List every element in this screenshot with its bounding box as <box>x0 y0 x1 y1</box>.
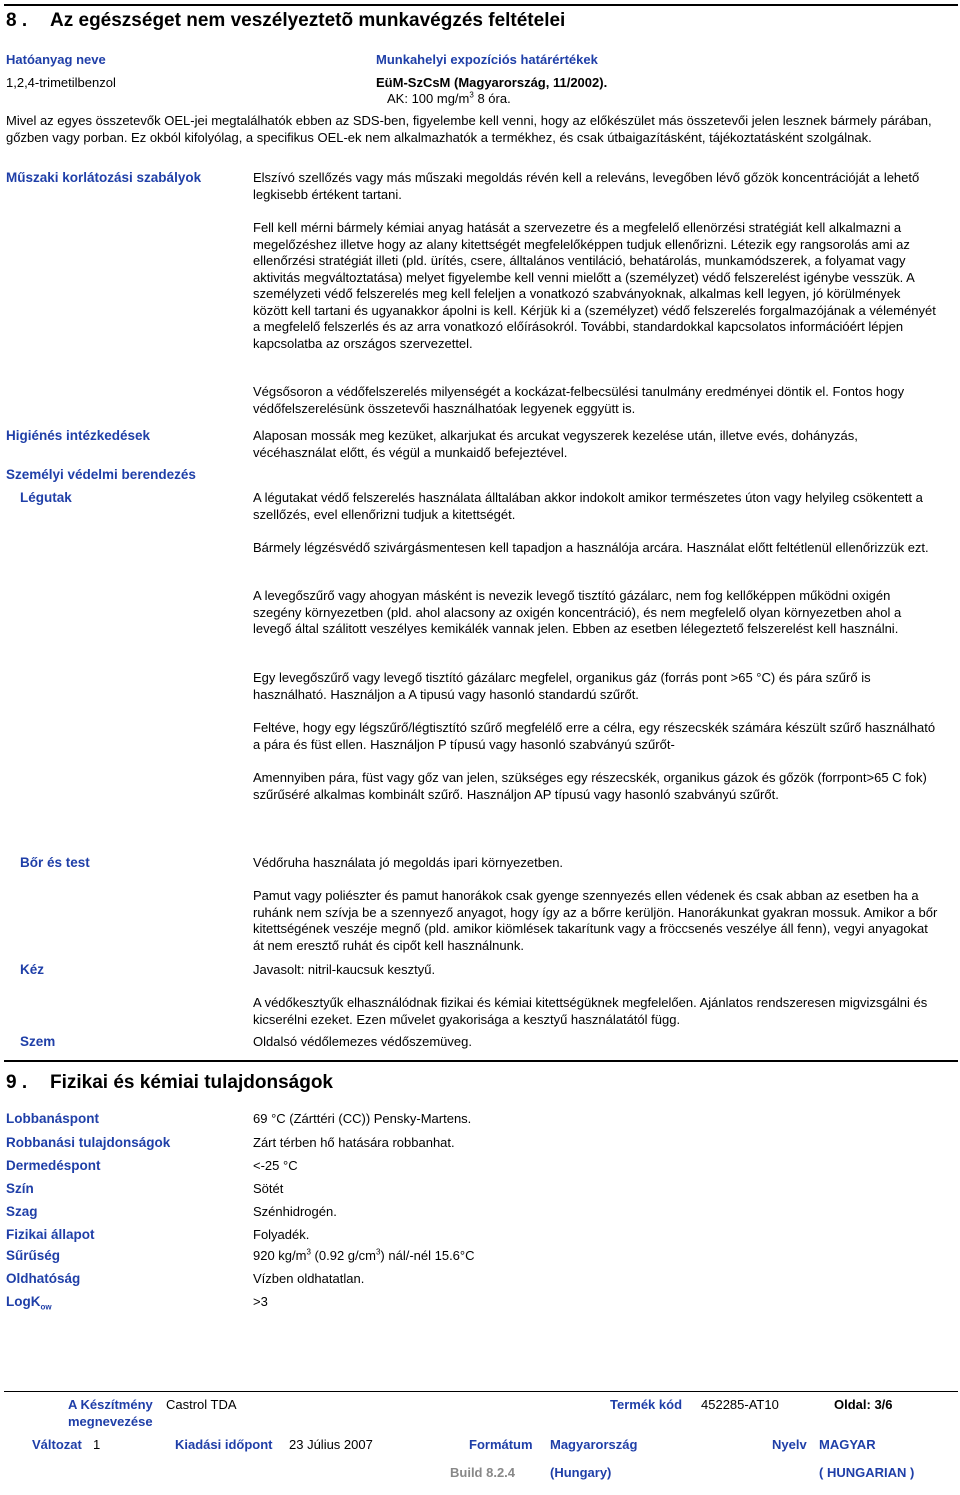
footer-maker-value: Castrol TDA <box>166 1397 237 1412</box>
section-rule-9 <box>4 1060 958 1062</box>
respiratory-p2: Bármely légzésvédő szivárgásmentesen kell tapadjon a használója arcára. Használat előtt feltétlenül ellenőrizzük ezt. <box>253 540 929 555</box>
density-part-3: ) nál/-nél 15.6°C <box>380 1248 475 1263</box>
prop-label-solubility: Oldhatóság <box>6 1271 81 1286</box>
hygiene-label: Higiénés intézkedések <box>6 428 151 443</box>
prop-value-color: Sötét <box>253 1181 284 1196</box>
prop-label-explosive: Robbanási tulajdonságok <box>6 1135 171 1150</box>
prop-label-logk <box>6 1294 52 1311</box>
prop-value-explosive: Zárt térben hő hatására robbanhat. <box>253 1135 455 1150</box>
tech-measures-p3: Végsősoron a védőfelszerelés milyenségét a kockázat-felbecsülési tanulmány eredményei döntik el. Fontos hogy védőfelszerelésünk összetevői használhatóak legyenek eggyütt is. <box>253 384 905 416</box>
logk-subscript: ow <box>40 1302 52 1312</box>
prop-value-logk: >3 <box>253 1294 268 1309</box>
limit-exponent: 3 <box>469 90 474 100</box>
substance-name: 1,2,4-trimetilbenzol <box>6 75 116 90</box>
footer-version-label: Változat <box>32 1437 82 1452</box>
section-8-heading <box>6 10 565 32</box>
prop-value-solubility: Vízben oldhatatlan. <box>253 1271 365 1286</box>
tech-measures-label: Műszaki korlátozási szabályok <box>6 170 202 185</box>
prop-label-odor: Szag <box>6 1204 38 1219</box>
footer-maker-label-line2: megnevezése <box>68 1413 153 1429</box>
footer-date-label: Kiadási időpont <box>175 1437 273 1452</box>
respiratory-p3: A levegőszűrő vagy ahogyan másként is nevezik levegő tisztító gázálarc, nem fog kellőképpen működni oxigén szegény környezetben (pld. ahol alacsony az oxigén koncentráció), és nem megfelelő olyan környezetben ahol a levegő által szálitott veszélyes kemikálék vannak jelen. Ebben az esetben lélegeztető felszerelést kell használni. <box>253 588 902 636</box>
footer-page: Oldal: 3/6 <box>834 1397 893 1412</box>
respiratory-label: Légutak <box>20 490 72 505</box>
eye-text: Oldalsó védőlemezes védőszemüveg. <box>253 1034 472 1049</box>
respiratory-p4: Egy levegőszűrő vagy levegő tisztító gázálarc megfelel, organikus gáz (forrás pont >65 °C) és pára szűrő is használható. Használjon a A tipusú vagy hasonló standardú szűrőt. <box>253 670 871 702</box>
prop-label-flash: Lobbanáspont <box>6 1111 99 1126</box>
respiratory-p6: Amennyiben pára, füst vagy gőz van jelen, szükséges egy részecskék, organikus gázok és gőzök (forrpont>65 C fok) szűrűséré alkalmas kombinált szűrő. Használjon AP típusú vagy hasonló szabványú szűrőt. <box>253 770 927 802</box>
logk-text: LogK <box>6 1294 41 1309</box>
footer-language-label: Nyelv <box>772 1437 807 1452</box>
tech-measures-p2: Fell kell mérni bármely kémiai anyag hatását a szervezetre és a megfelelő ellenörzési stratégiát kell alkalmazni a megelőzéshez illetve hogy az alany kitettségét megfelelőképpen tudjuk ellenőrizni. Létezik egy rangsorolás ami az ellenőrzési stratégiát illeti (pld. ürítés, csere, álltalános ventiláció, behatárolás, munkamódszerek, a folyamat vagy aktivitás megváltoztatása) melyet figyelembe kell venni mielőtt a (személyzet) védő felszerelést igénybe vesszük. A személyzeti védő felszerelés meg kell feleljen a vonatkozó szabványoknak, alkalmas kell legyen, jó körülmények között kell tartani és ugyanakkor ápolni is kell. Kérjük ki a (személyzet) védő felszerelés forgalmazójának a véleményét a megfelelő felszerlés és az arra vonatkozó előírásokról. További, standardokkal kapcsolatos információért lépjen kapcsolatba az országos szervezettel. <box>253 220 936 351</box>
limit-time: 8 óra. <box>477 91 511 106</box>
hand-p2: A védőkesztyűk elhasználódnak fizikai és kémiai kitettségüknek megfelelően. Ajánlatos rendszeresen migvizsgálni és kicserélni ezeket. Ezen művelet gyakorisága a kesztyű használatától függ. <box>253 995 928 1027</box>
prop-label-pour: Dermedéspont <box>6 1158 101 1173</box>
limit-value <box>387 91 511 108</box>
limit-ak: AK: 100 mg/m <box>387 91 470 106</box>
prop-label-color: Szín <box>6 1181 34 1196</box>
limit-reference: EüM-SzCsM (Magyarország, 11/2002). <box>376 75 608 90</box>
density-exp-1: 3 <box>306 1247 311 1257</box>
ppe-label: Személyi védelmi berendezés <box>6 467 196 482</box>
section-number: 8 . <box>6 10 28 31</box>
tech-measures-p1: Elszívó szellőzés vagy más műszaki megoldás révén kell a releváns, levegőben lévő gőzök koncentrációját a lehető legkisebb értékent tartani. <box>253 170 920 202</box>
prop-label-density: Sűrűség <box>6 1248 61 1263</box>
prop-value-flash: 69 °C (Zárttéri (CC)) Pensky-Martens. <box>253 1111 472 1126</box>
col-header-limits: Munkahelyi expozíciós határértékek <box>376 52 598 67</box>
prop-value-state: Folyadék. <box>253 1227 310 1242</box>
eye-label: Szem <box>20 1034 56 1049</box>
density-part-2: (0.92 g/cm <box>310 1248 376 1263</box>
prop-label-state: Fizikai állapot <box>6 1227 95 1242</box>
footer-build: Build 8.2.4 <box>450 1465 516 1480</box>
oel-note: Mivel az egyes összetevők OEL-jei megtalálhatók ebben az SDS-ben, figyelembe kell venni, hogy az előkészület más összetevői jelen lesznek bármely párában, gőzben vagy porban. Ez okból kifolyólag, a specifikus OEL-ek nem alkalmazhatók a termékhez, és csak útbaigazításként, tájékoztatásként szolgálnak. <box>6 113 932 145</box>
footer-maker-label <box>68 1397 153 1430</box>
section-title: Fizikai és kémiai tulajdonságok <box>50 1072 333 1093</box>
section-9-heading <box>6 1072 333 1094</box>
section-number: 9 . <box>6 1072 28 1093</box>
footer-language-value: MAGYAR <box>819 1437 876 1452</box>
footer-code-value: 452285-AT10 <box>701 1397 779 1412</box>
footer-language-sub: ( HUNGARIAN ) <box>819 1465 915 1480</box>
footer-version-value: 1 <box>93 1437 101 1452</box>
density-part-1: 920 kg/m <box>253 1248 307 1263</box>
skin-label: Bőr és test <box>20 855 90 870</box>
footer-date-value: 23 Július 2007 <box>289 1437 373 1452</box>
hand-label: Kéz <box>20 962 45 977</box>
skin-p1: Védőruha használata jó megoldás ipari környezetben. <box>253 855 564 870</box>
footer-rule <box>4 1391 958 1392</box>
hygiene-text: Alaposan mossák meg kezüket, alkarjukat és arcukat vegyszerek kezelése után, illetve evés, dohányzás, vécéhasználat előtt, és végül a munkaidő befejeztével. <box>253 428 858 460</box>
footer-maker-label-line1: A Készítmény <box>68 1397 153 1412</box>
hand-p1: Javasolt: nitril-kaucsuk kesztyű. <box>253 962 436 977</box>
section-title: Az egészséget nem veszélyeztetõ munkavégzés feltételei <box>50 10 566 31</box>
prop-value-density <box>253 1248 938 1265</box>
prop-value-pour: <-25 °C <box>253 1158 298 1173</box>
prop-value-odor: Szénhidrogén. <box>253 1204 337 1219</box>
respiratory-p5: Feltéve, hogy egy légszűrő/légtisztító szűrő megfelélő erre a célra, egy részecskék számára készült szűrő használható a pára és füst ellen. Használjon P típusú vagy hasonló szabványú szűrőt- <box>253 720 936 752</box>
col-header-substance: Hatóanyag neve <box>6 52 106 67</box>
section-rule-top <box>4 4 958 6</box>
respiratory-p1: A légutakat védő felszerelés használata álltalában akkor indokolt amikor természetes úton vagy helyileg csökentett a szellőzés, evel ellenőrizni tudjuk a kitettségét. <box>253 490 923 522</box>
footer-format-label: Formátum <box>469 1437 533 1452</box>
footer-format-value: Magyarország <box>550 1437 638 1452</box>
skin-p2: Pamut vagy poliészter és pamut hanorákok csak gyenge szennyezés ellen védenek és csak abban az esetben ha a ruhánk nem szívja be a szennyező anyagot, hogy így az a bőrre kerüljön. Hanorákunkat gyakran mossuk. Amikor a bőr kitettségének veszéje megnő (pld. amikor kiömlések takarítunk vagy a fröccsenés veszélye áll fenn), vegyi anyagokat át nem eresztő ruhát és cipőt kell használnunk. <box>253 888 938 953</box>
footer-code-label: Termék kód <box>610 1397 683 1412</box>
density-exp-2: 3 <box>375 1247 381 1257</box>
footer-format-sub: (Hungary) <box>550 1465 612 1480</box>
